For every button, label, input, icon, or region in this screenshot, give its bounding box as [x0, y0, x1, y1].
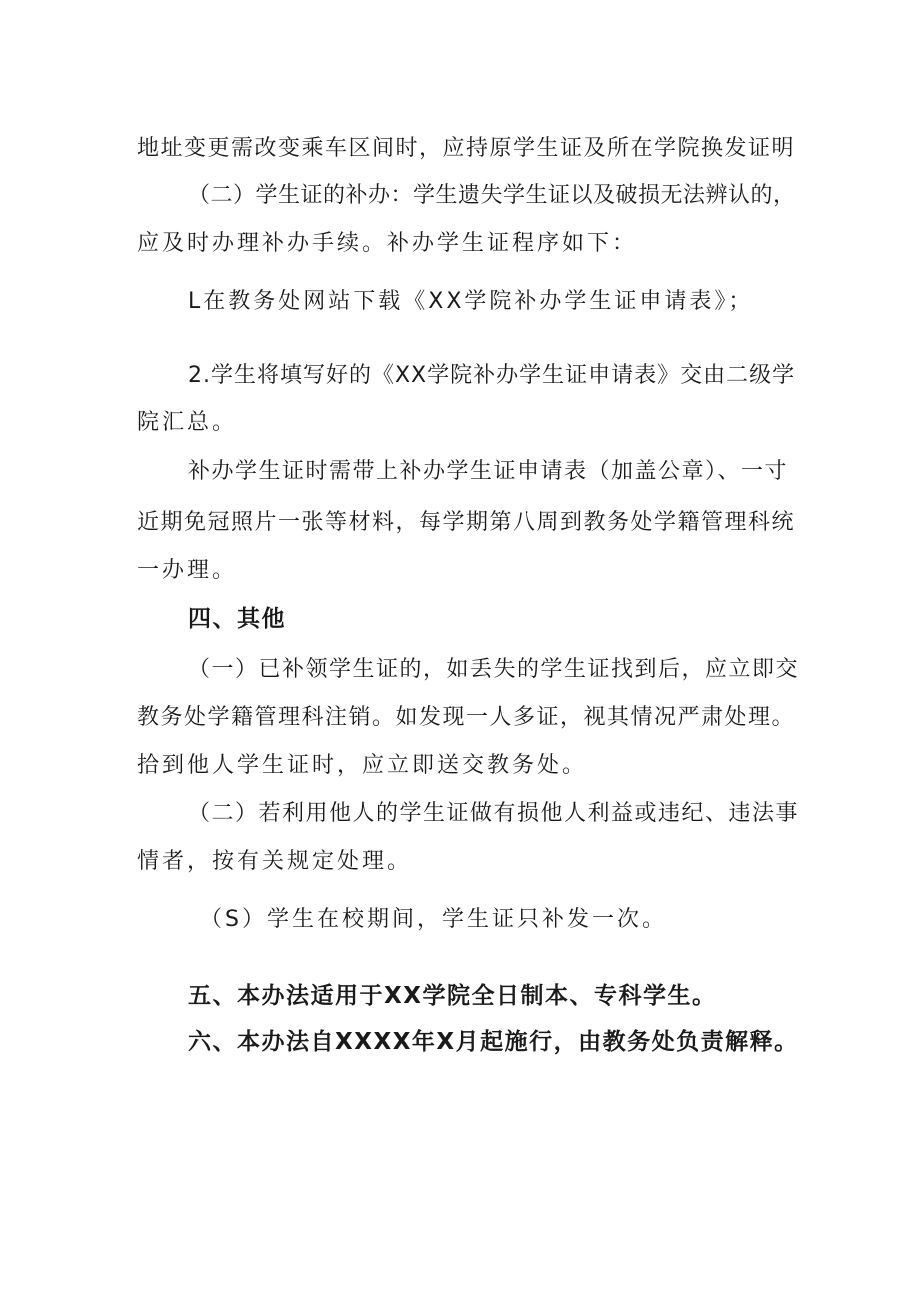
section-heading: 六、本办法自XXXX年X月起施行，由教务处负责解释。 — [188, 1029, 799, 1055]
paragraph-line: 教务处学籍管理科注销。如发现一人多证，视其情况严肃处理。 — [137, 705, 796, 730]
paragraph-line: 拾到他人学生证时，应立即送交教务处。 — [137, 753, 588, 778]
paragraph-line: （二）学生证的补办：学生遗失学生证以及破损无法辨认的， — [188, 183, 796, 208]
paragraph-line: 院汇总。 — [137, 410, 238, 435]
paragraph-line: 应及时办理补办手续。补办学生证程序如下： — [137, 231, 638, 256]
list-item: 2.学生将填写好的《XX学院补办学生证申请表》交由二级学 — [188, 363, 796, 388]
paragraph-line: （二）若利用他人的学生证做有损他人利益或违纪、违法事 — [188, 801, 800, 826]
paragraph-line: 近期免冠照片一张等材料，每学期第八周到教务处学籍管理科统 — [137, 510, 796, 535]
paragraph-line: 补办学生证时需带上补办学生证申请表（加盖公章）、一寸 — [188, 459, 789, 484]
paragraph-line: 地址变更需改变乘车区间时，应持原学生证及所在学院换发证明 — [137, 136, 796, 161]
list-item: L在教务处网站下载《XX学院补办学生证申请表》； — [188, 289, 754, 314]
paragraph-line: 情者，按有关规定处理。 — [137, 849, 413, 874]
section-heading: 五、本办法适用于XX学院全日制本、专科学生。 — [188, 983, 717, 1009]
paragraph-line: 一办理。 — [137, 558, 238, 583]
paragraph-line: （一）已补领学生证的，如丢失的学生证找到后，应立即交 — [188, 657, 800, 682]
paragraph-line: （S）学生在校期间，学生证只补发一次。 — [200, 907, 667, 932]
section-heading: 四、其他 — [188, 606, 286, 632]
